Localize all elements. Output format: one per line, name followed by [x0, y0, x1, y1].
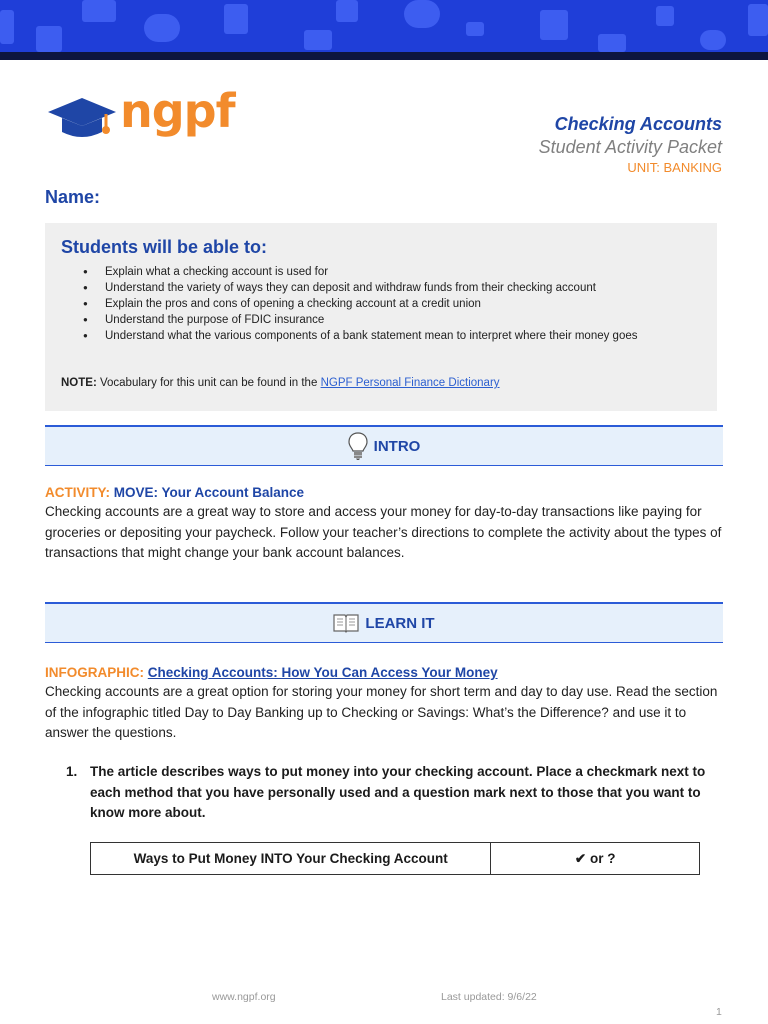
table-header-row: [91, 843, 700, 875]
deposit-methods-table: [90, 842, 700, 875]
open-book-icon: [333, 613, 359, 633]
footer-url[interactable]: www.ngpf.org: [212, 991, 276, 1003]
table-header-check: ✔ or ?: [491, 843, 700, 875]
calculator-icon: [656, 6, 674, 26]
folder-icon: [598, 34, 626, 52]
list-item: ● Understand what the various components of a bank statement mean to interpret where their money goes: [83, 328, 703, 344]
vocabulary-note: [61, 377, 500, 389]
activity-title: MOVE: Your Account Balance: [113, 485, 305, 500]
folder-icon: [0, 10, 14, 44]
infographic-heading: [45, 665, 498, 680]
folder-icon: [748, 4, 768, 36]
piggy-bank-icon: [700, 30, 726, 50]
dictionary-link[interactable]: NGPF Personal Finance Dictionary: [320, 377, 500, 389]
name-label: Name:: [45, 187, 101, 207]
list-item: ● Explain what a checking account is used for: [83, 264, 703, 280]
piggy-bank-icon: [404, 0, 440, 28]
list-item: ● Understand the purpose of FDIC insurance: [83, 312, 703, 328]
piggy-bank-icon: [144, 14, 180, 42]
banner-divider: [0, 52, 768, 60]
objectives-list: [83, 264, 703, 344]
footer-last-updated: Last updated: 9/6/22: [441, 991, 537, 1003]
learn-paragraph: Checking accounts are a great option for storing your money for short term and day to day use. Read the section of the infographic titled Day to Day Banking up to Checking or Savings: What’s the Difference? and use it to answer the questions.: [45, 684, 718, 740]
unit-label: UNIT: BANKING: [627, 160, 722, 175]
infographic-link[interactable]: Checking Accounts: How You Can Access Your Money: [147, 665, 498, 680]
calculator-icon: [540, 10, 568, 40]
question-1: [66, 762, 716, 824]
lightbulb-icon: [348, 431, 368, 461]
question-text: The article describes ways to put money into your checking account. Place a checkmark next to each method that you have personally used and a question mark next to those that you want to know more about.: [90, 764, 706, 820]
note-label: NOTE:: [61, 377, 97, 389]
table-header-methods: Ways to Put Money INTO Your Checking Account: [91, 843, 491, 875]
learn-it-section-header: [45, 602, 723, 643]
folder-icon: [82, 0, 116, 22]
document-title: Checking Accounts: [554, 114, 722, 134]
activity-heading: [45, 485, 304, 500]
calculator-icon: [336, 0, 358, 22]
list-item: ● Understand the variety of ways they can deposit and withdraw funds from their checking account: [83, 280, 703, 296]
intro-section-header: [45, 425, 723, 466]
question-number: 1.: [66, 764, 78, 779]
folder-icon: [304, 30, 332, 50]
note-text: Vocabulary for this unit can be found in the: [99, 377, 318, 389]
calculator-icon: [36, 26, 62, 52]
ngpf-logo: ngpf: [120, 84, 235, 138]
learn-it-label: LEARN IT: [365, 614, 435, 632]
list-item: ● Explain the pros and cons of opening a checking account at a credit union: [83, 296, 703, 312]
objectives-title: Students will be able to:: [61, 237, 268, 257]
document-header: [539, 114, 722, 175]
infographic-prefix: INFOGRAPHIC:: [45, 665, 144, 680]
intro-paragraph: Checking accounts are a great way to store and access your money for day-to-day transactions like paying for groceries or depositing your paycheck. Follow your teacher’s directions to complete the activity about the types of transactions that might change your bank account balances.: [45, 504, 722, 560]
page-number: 1: [716, 1006, 722, 1018]
header-banner: [0, 0, 768, 52]
objectives-box: [45, 223, 717, 411]
activity-prefix: ACTIVITY:: [45, 485, 110, 500]
document-subtitle: Student Activity Packet: [538, 137, 722, 157]
document-icon: [224, 4, 248, 34]
intro-label: INTRO: [373, 437, 421, 455]
folder-icon: [466, 22, 484, 36]
